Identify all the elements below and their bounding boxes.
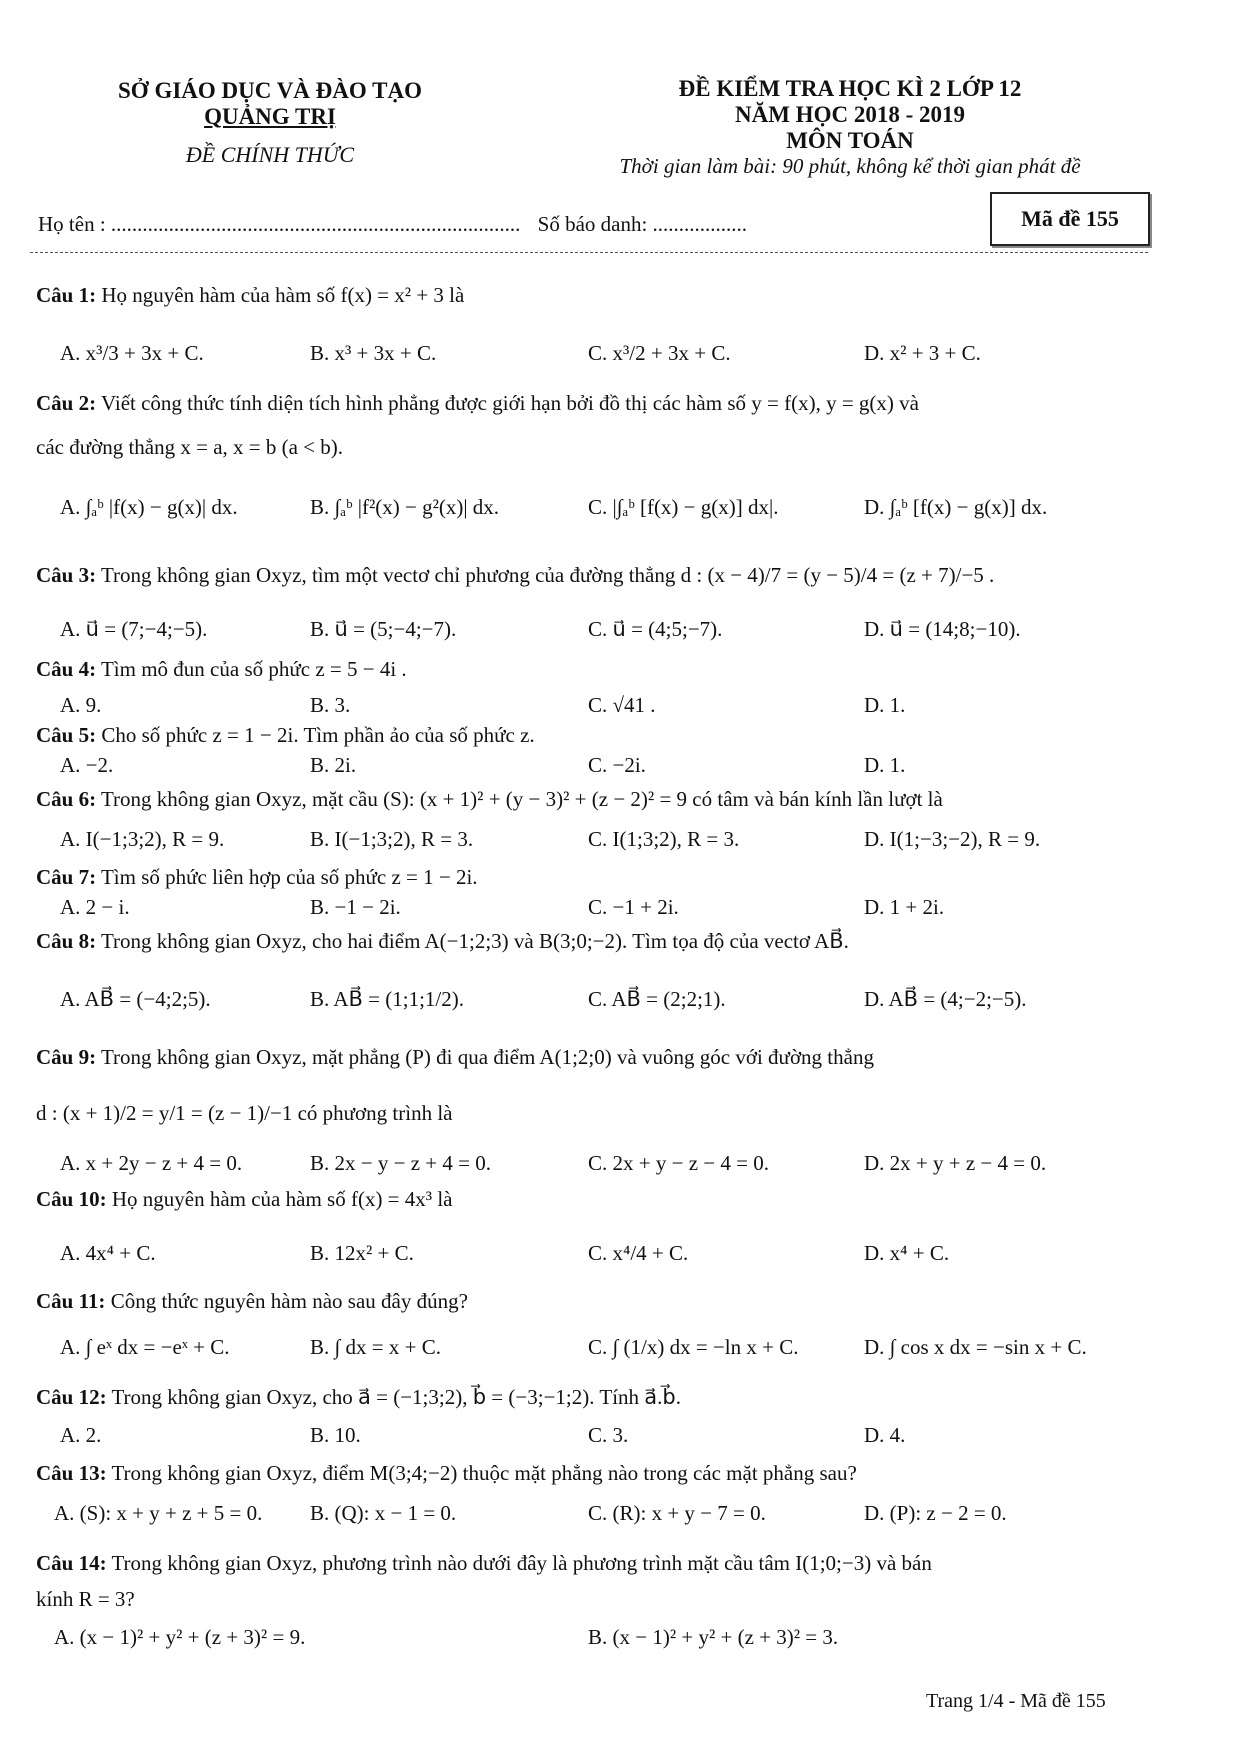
option-a: A. 2. xyxy=(60,1423,102,1447)
department-name: SỞ GIÁO DỤC VÀ ĐÀO TẠO xyxy=(118,78,422,103)
option-b: B. I(−1;3;2), R = 3. xyxy=(310,827,474,851)
option-b: B. u⃗ = (5;−4;−7). xyxy=(310,617,457,641)
option-b: B. 12x² + C. xyxy=(310,1241,414,1265)
option-b: B. x³ + 3x + C. xyxy=(310,341,437,365)
exam-title: ĐỀ KIỂM TRA HỌC KÌ 2 LỚP 12 xyxy=(678,76,1022,101)
option-a: A. I(−1;3;2), R = 9. xyxy=(60,827,225,851)
question-text: Trong không gian Oxyz, cho hai điểm A(−1;2;3) và B(3;0;−2). Tìm tọa độ của vectơ AB⃗. xyxy=(100,929,849,953)
question-text: Tìm mô đun của số phức z = 5 − 4i . xyxy=(100,657,407,681)
option-c: C. −1 + 2i. xyxy=(588,895,679,919)
question-1 xyxy=(36,282,1156,308)
candidate-number-field: Số báo danh: .................. xyxy=(537,212,748,236)
question-text: Công thức nguyên hàm nào sau đây đúng? xyxy=(110,1289,468,1313)
option-d: D. 1. xyxy=(864,753,906,777)
question-4 xyxy=(36,656,1156,682)
question-6 xyxy=(36,786,1156,812)
question-3 xyxy=(36,562,1156,588)
question-9 xyxy=(36,1044,1156,1070)
option-a: A. x³/3 + 3x + C. xyxy=(60,341,204,365)
question-14 xyxy=(36,1550,1156,1576)
question-14-continued: kính R = 3? xyxy=(36,1587,135,1611)
question-label: Câu 6: xyxy=(36,787,97,811)
question-text: Trong không gian Oxyz, điểm M(3;4;−2) thuộc mặt phẳng nào trong các mặt phẳng sau? xyxy=(111,1461,857,1485)
question-text: Trong không gian Oxyz, phương trình nào dưới đây là phương trình mặt cầu tâm I(1;0;−3) và bán xyxy=(111,1551,932,1575)
question-12 xyxy=(36,1384,1156,1410)
option-c: C. I(1;3;2), R = 3. xyxy=(588,827,740,851)
student-info xyxy=(38,212,747,237)
option-d: D. 1 + 2i. xyxy=(864,895,945,919)
question-label: Câu 12: xyxy=(36,1385,107,1409)
question-text: Trong không gian Oxyz, mặt cầu (S): (x + 1)² + (y − 3)² + (z − 2)² = 9 có tâm và bán kính lần lượt là xyxy=(100,787,943,811)
option-a: A. 4x⁴ + C. xyxy=(60,1241,156,1265)
question-label: Câu 3: xyxy=(36,563,97,587)
question-label: Câu 1: xyxy=(36,283,97,307)
option-c: C. (R): x + y − 7 = 0. xyxy=(588,1501,766,1525)
time-note: Thời gian làm bài: 90 phút, không kể thời gian phát đề xyxy=(619,154,1081,178)
question-text: Trong không gian Oxyz, tìm một vectơ chỉ phương của đường thẳng d : (x − 4)/7 = (y − 5)/4 = (z + 7)/−5 . xyxy=(100,563,995,587)
question-8 xyxy=(36,928,1156,954)
question-label: Câu 13: xyxy=(36,1461,107,1485)
question-label: Câu 10: xyxy=(36,1187,107,1211)
department-header xyxy=(60,78,480,168)
option-a: A. ∫ₐᵇ |f(x) − g(x)| dx. xyxy=(60,495,238,519)
question-text: Tìm số phức liên hợp của số phức z = 1 − 2i. xyxy=(100,865,478,889)
option-b: B. 2i. xyxy=(310,753,357,777)
option-d: D. x⁴ + C. xyxy=(864,1241,950,1265)
option-a: A. ∫ eˣ dx = −eˣ + C. xyxy=(60,1335,230,1359)
question-13 xyxy=(36,1460,1156,1486)
option-b: B. ∫ₐᵇ |f²(x) − g²(x)| dx. xyxy=(310,495,500,519)
exam-code-box: Mã đề 155 xyxy=(990,192,1150,246)
question-10 xyxy=(36,1186,1156,1212)
question-label: Câu 8: xyxy=(36,929,97,953)
official-label: ĐỀ CHÍNH THỨC xyxy=(185,142,355,167)
question-text: Trong không gian Oxyz, cho a⃗ = (−1;3;2), b⃗ = (−3;−1;2). Tính a⃗.b⃗. xyxy=(111,1385,681,1409)
option-c: C. x⁴/4 + C. xyxy=(588,1241,689,1265)
question-11 xyxy=(36,1288,1156,1314)
option-b: B. (Q): x − 1 = 0. xyxy=(310,1501,457,1525)
option-a: A. (S): x + y + z + 5 = 0. xyxy=(54,1501,263,1525)
question-label: Câu 5: xyxy=(36,723,97,747)
option-c: C. 3. xyxy=(588,1423,629,1447)
option-b: B. (x − 1)² + y² + (z + 3)² = 3. xyxy=(588,1625,839,1649)
option-d: D. x² + 3 + C. xyxy=(864,341,981,365)
question-text: Trong không gian Oxyz, mặt phẳng (P) đi qua điểm A(1;2;0) và vuông góc với đường thẳng xyxy=(100,1045,874,1069)
question-2 xyxy=(36,390,1156,416)
question-label: Câu 11: xyxy=(36,1289,106,1313)
option-a: A. x + 2y − z + 4 = 0. xyxy=(60,1151,243,1175)
option-c: C. x³/2 + 3x + C. xyxy=(588,341,731,365)
option-b: B. ∫ dx = x + C. xyxy=(310,1335,441,1359)
option-a: A. u⃗ = (7;−4;−5). xyxy=(60,617,208,641)
option-c: C. 2x + y − z − 4 = 0. xyxy=(588,1151,769,1175)
question-label: Câu 14: xyxy=(36,1551,107,1575)
option-a: A. (x − 1)² + y² + (z + 3)² = 9. xyxy=(54,1625,306,1649)
option-c: C. AB⃗ = (2;2;1). xyxy=(588,987,726,1011)
page-footer: Trang 1/4 - Mã đề 155 xyxy=(926,1690,1106,1712)
name-field: Họ tên : .............................................................................. xyxy=(38,212,521,236)
question-label: Câu 7: xyxy=(36,865,97,889)
question-7 xyxy=(36,864,1156,890)
option-d: D. AB⃗ = (4;−2;−5). xyxy=(864,987,1027,1011)
option-d: D. 2x + y + z − 4 = 0. xyxy=(864,1151,1047,1175)
option-d: D. u⃗ = (14;8;−10). xyxy=(864,617,1021,641)
question-text: Cho số phức z = 1 − 2i. Tìm phần ảo của số phức z. xyxy=(101,723,535,747)
option-b: B. 3. xyxy=(310,693,351,717)
option-c: C. √41 . xyxy=(588,693,656,717)
option-c: C. ∫ (1/x) dx = −ln x + C. xyxy=(588,1335,799,1359)
question-9-continued: d : (x + 1)/2 = y/1 = (z − 1)/−1 có phương trình là xyxy=(36,1101,453,1125)
question-label: Câu 2: xyxy=(36,391,97,415)
option-b: B. 2x − y − z + 4 = 0. xyxy=(310,1151,491,1175)
subject-title: MÔN TOÁN xyxy=(786,128,914,153)
option-c: C. |∫ₐᵇ [f(x) − g(x)] dx|. xyxy=(588,495,779,519)
option-d: D. ∫ₐᵇ [f(x) − g(x)] dx. xyxy=(864,495,1048,519)
option-b: B. 10. xyxy=(310,1423,361,1447)
option-a: A. −2. xyxy=(60,753,114,777)
question-5 xyxy=(36,722,1156,748)
question-text: Họ nguyên hàm của hàm số f(x) = x² + 3 là xyxy=(101,283,465,307)
header-divider xyxy=(30,252,1148,253)
option-b: B. −1 − 2i. xyxy=(310,895,401,919)
option-d: D. 1. xyxy=(864,693,906,717)
question-text: Viết công thức tính diện tích hình phẳng được giới hạn bởi đồ thị các hàm số y = f(x), y = g(x) và xyxy=(100,391,919,415)
province-name: QUẢNG TRỊ xyxy=(204,104,336,129)
option-a: A. AB⃗ = (−4;2;5). xyxy=(60,987,211,1011)
question-text: Họ nguyên hàm của hàm số f(x) = 4x³ là xyxy=(111,1187,453,1211)
option-c: C. u⃗ = (4;5;−7). xyxy=(588,617,723,641)
option-d: D. (P): z − 2 = 0. xyxy=(864,1501,1007,1525)
school-year: NĂM HỌC 2018 - 2019 xyxy=(735,102,965,127)
option-c: C. −2i. xyxy=(588,753,646,777)
option-a: A. 9. xyxy=(60,693,102,717)
question-label: Câu 9: xyxy=(36,1045,97,1069)
option-d: D. ∫ cos x dx = −sin x + C. xyxy=(864,1335,1087,1359)
option-d: D. 4. xyxy=(864,1423,906,1447)
option-a: A. 2 − i. xyxy=(60,895,130,919)
question-2-continued: các đường thẳng x = a, x = b (a < b). xyxy=(36,435,344,459)
question-label: Câu 4: xyxy=(36,657,97,681)
option-b: B. AB⃗ = (1;1;1/2). xyxy=(310,987,465,1011)
exam-header xyxy=(520,76,1180,178)
option-d: D. I(1;−3;−2), R = 9. xyxy=(864,827,1041,851)
